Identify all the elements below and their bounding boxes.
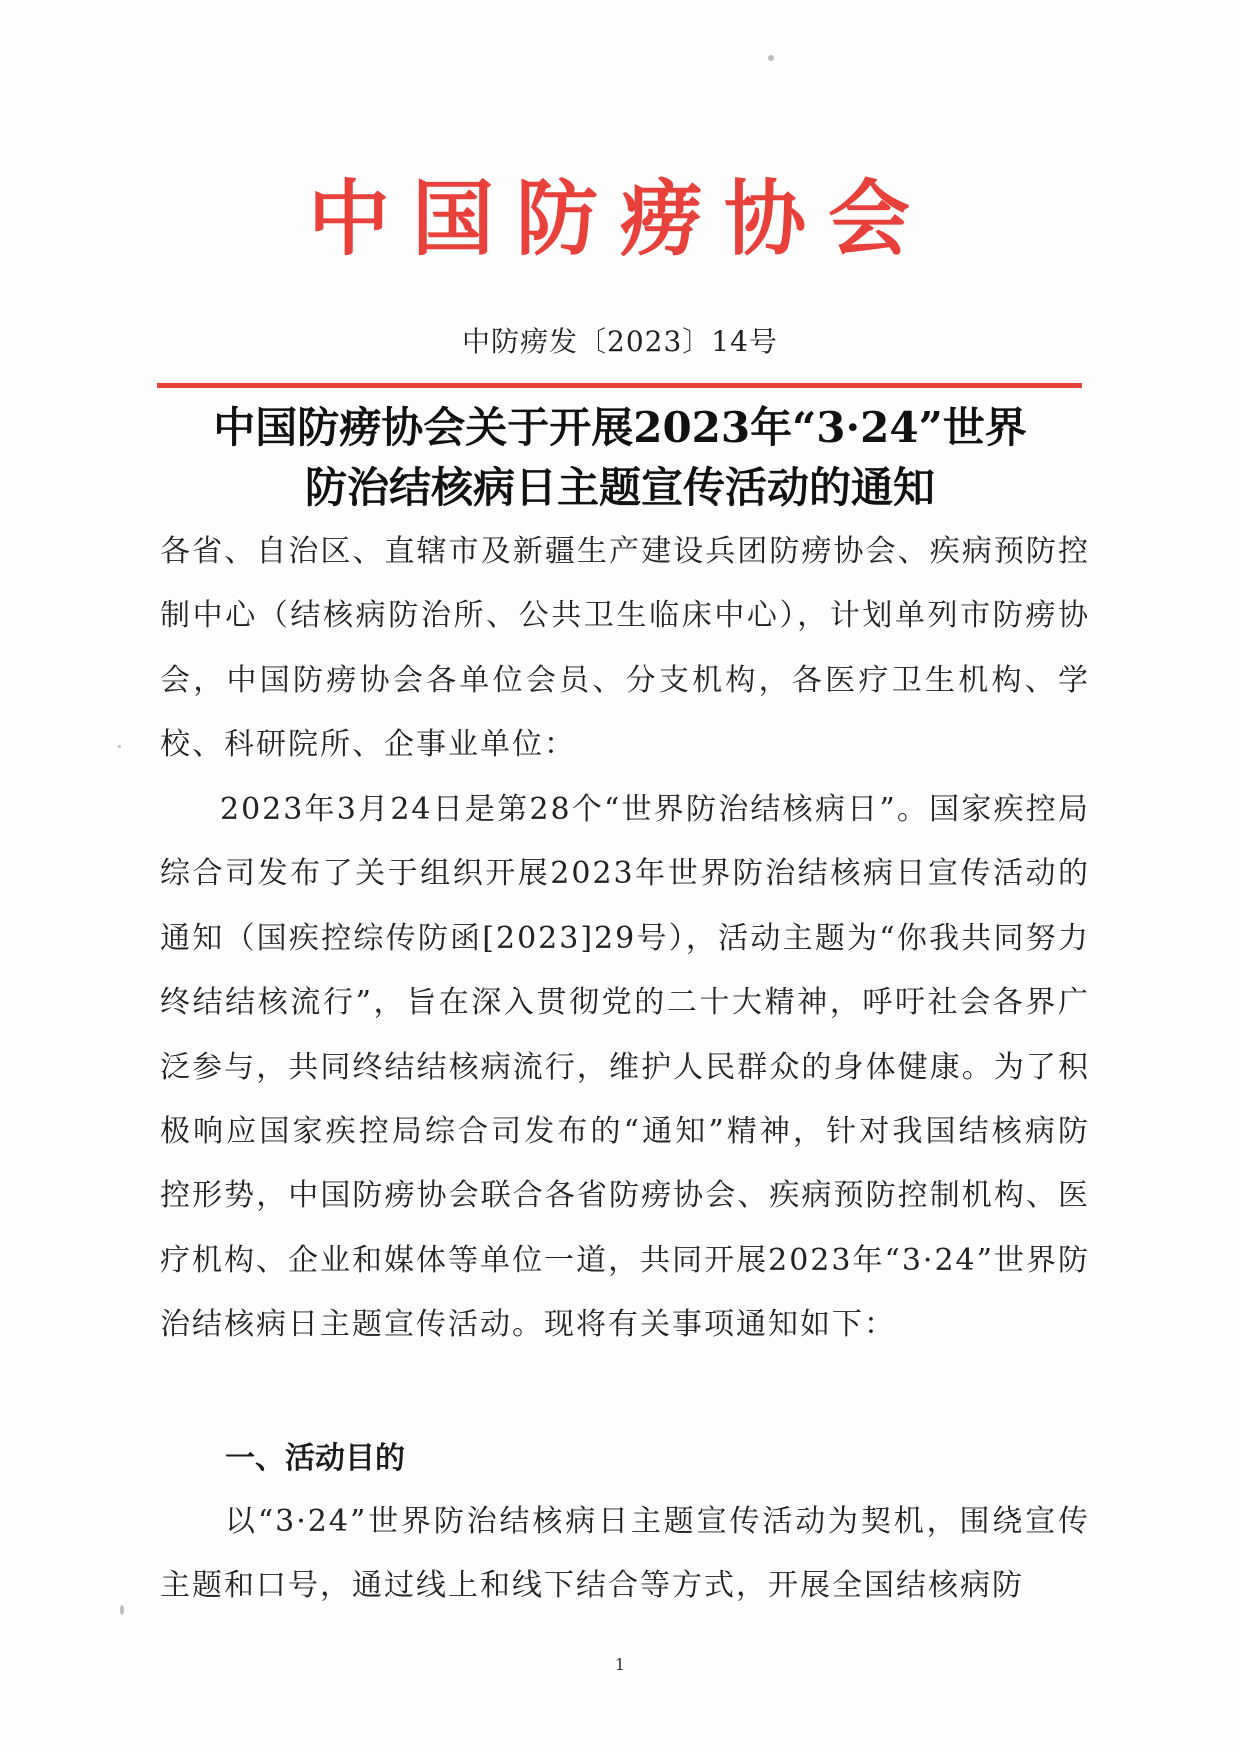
- salutation-paragraph: 各省、自治区、直辖市及新疆生产建设兵团防痨协会、疾病预防控制中心（结核病防治所、公共卫生临床中心），计划单列市防痨协会，中国防痨协会各单位会员、分支机构，各医疗卫生机构、学校、科研院所、企事业单位：: [160, 534, 1090, 763]
- document-title-line-2: 防治结核病日主题宣传活动的通知: [304, 463, 935, 512]
- letterhead-organization-name: 中国防痨协会: [307, 172, 932, 267]
- section-heading-1: 一、活动目的: [225, 1441, 405, 1476]
- document-title-line-1: 中国防痨协会关于开展2023年“3·24”世界: [213, 403, 1027, 452]
- body-paragraph-1: 2023年3月24日是第28个“世界防治结核病日”。国家疾控局综合司发布了关于组织开展2023年世界防治结核病日宣传活动的通知（国疾控综传防函[2023]29号），活动主题为“你我共同努力 终结结核流行”，旨在深入贯彻党的二十大精神，呼吁社会各界广泛参与，共同终结结核病流行，维护人民群众的身体健康。为了积极响应国家疾控局综合司发布的“通知”精神，针对我国结核病防控形势，中国防痨协会联合各省防痨协会、疾病预防控制机构、医疗机构、企业和媒体等单位一道，共同开展2023年“3·24”世界防治结核病日主题宣传活动。现将有关事项通知如下：: [160, 792, 1090, 1343]
- body-paragraph-2: 以“3·24”世界防治结核病日主题宣传活动为契机，围绕宣传主题和口号，通过线上和线下结合等方式，开展全国结核病防: [160, 1504, 1090, 1604]
- scan-speck: [118, 745, 121, 748]
- scan-speck: [120, 1605, 124, 1615]
- document-number: 中防痨发〔2023〕14号: [462, 325, 778, 358]
- page-number: 1: [614, 1655, 626, 1674]
- scan-speck: [768, 55, 774, 61]
- letterhead-red-rule: [157, 383, 1082, 388]
